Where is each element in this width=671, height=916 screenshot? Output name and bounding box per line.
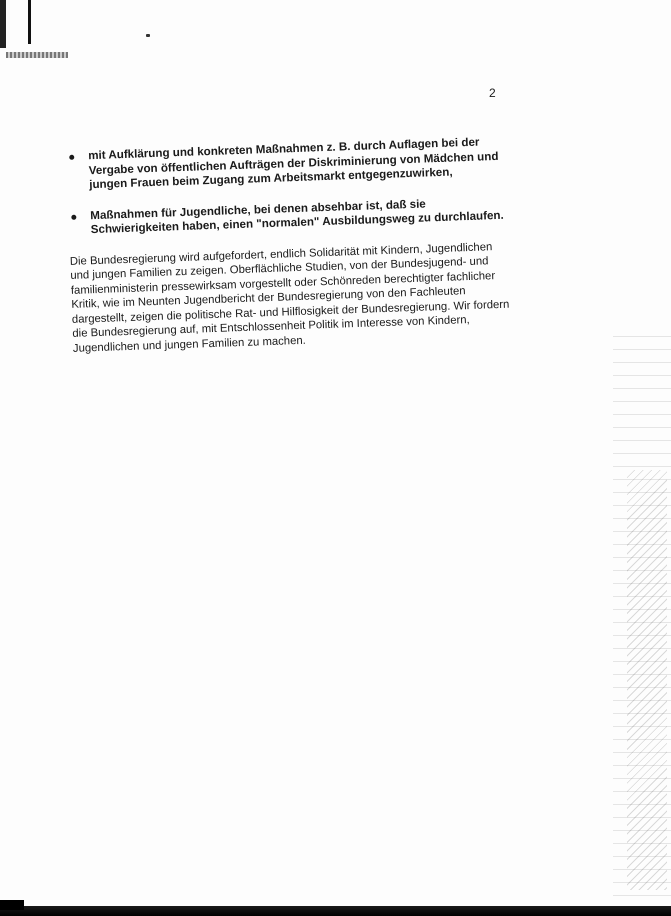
page-number: 2 [489, 86, 496, 100]
bullet-list [66, 135, 509, 239]
bullet-icon [69, 155, 74, 160]
scan-artifact-top-mark [28, 0, 31, 44]
scan-artifact-left-bar [0, 0, 6, 48]
body-paragraph: Die Bundesregierung wird aufgefordert, endlich Solidarität mit Kindern, Jugendlichen und jungen Familien zu zeigen. Oberflächliche Studien, von der Bundesjugend- und familienministerin pressewirksam vorgestellt oder Schönreden berechtigter fachlicher Kritik, wie im Neunten Jugendbericht der Bundesregierung von den Fachleuten dargestellt, zeigen die politische Rat- und Hilflosigkeit der Bundesregierung. Wir fordern die Bundesregierung auf, mit Entschlossenheit Politik im Interesse von Kindern, Jugendlichen und jungen Familien zu machen. [69, 240, 510, 355]
scan-artifact-bottom-bar [0, 902, 671, 916]
bullet-icon [71, 214, 76, 219]
scan-artifact-top-strip [6, 52, 68, 58]
bullet-text: mit Aufklärung und konkreten Maßnahmen z. B. durch Auflagen bei der Vergabe von öffentlichen Aufträgen der Diskriminierung von Mädchen und jungen Frauen beim Zugang zum Arbeitsmarkt entgegenzuwirken, [87, 135, 499, 192]
scan-artifact-dot [146, 34, 150, 37]
bullet-item [68, 194, 509, 238]
document-body [66, 135, 513, 357]
scan-artifact-bottom-left [0, 900, 24, 910]
bullet-item [66, 135, 507, 194]
bullet-text: Maßnahmen für Jugendliche, bei denen absehbar ist, daß sie Schwierigkeiten haben, einen "normalen" Ausbildungsweg zu durchlaufen. [90, 196, 504, 237]
scan-artifact-right-speckle [627, 470, 667, 890]
